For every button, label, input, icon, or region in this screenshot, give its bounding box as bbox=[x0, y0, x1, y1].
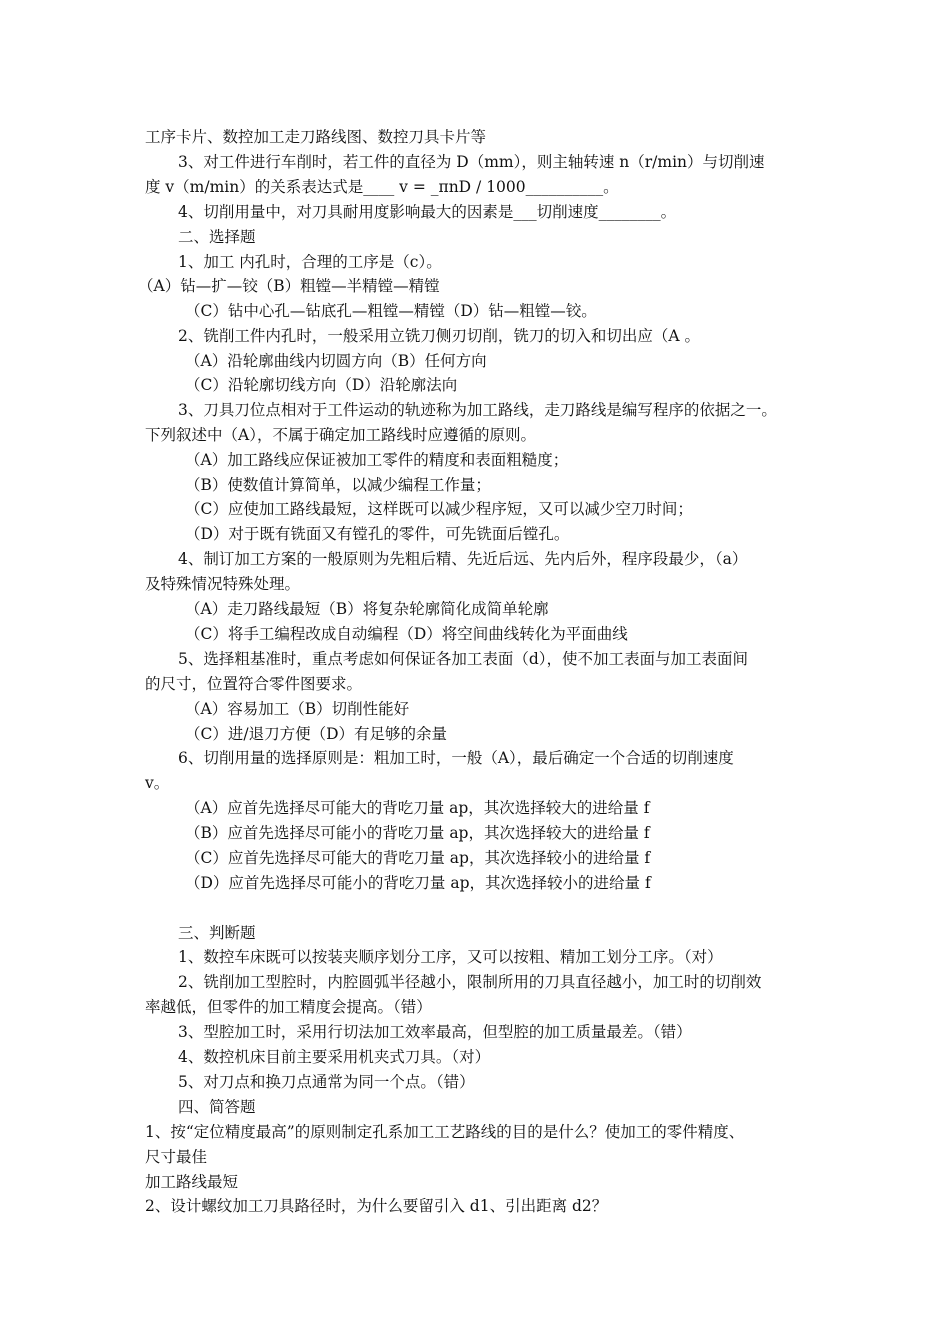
text-line: 及特殊情况特殊处理。 bbox=[145, 575, 301, 593]
option-line: （B）应首先选择尽可能小的背吃刀量 ap，其次选择较大的进给量 f bbox=[185, 824, 650, 842]
question: 5、对刀点和换刀点通常为同一个点。（错） bbox=[178, 1073, 475, 1091]
text-line: 的尺寸，位置符合零件图要求。 bbox=[145, 675, 363, 693]
option-line: （C）应使加工路线最短，这样既可以减少程序短，又可以减少空刀时间； bbox=[185, 500, 693, 518]
section-heading: 四、简答题 bbox=[178, 1098, 256, 1116]
option-line: （C）钻中心孔—钻底孔—粗镗—精镗（D）钻—粗镗—铰。 bbox=[185, 302, 597, 320]
question: 3、型腔加工时，采用行切法加工效率最高，但型腔的加工质量最差。（错） bbox=[178, 1023, 692, 1041]
question: 5、选择粗基准时，重点考虑如何保证各加工表面（d），使不加工表面与加工表面间 bbox=[178, 650, 749, 668]
text-line: 率越低，但零件的加工精度会提高。（错） bbox=[145, 998, 432, 1016]
option-line: （C）将手工编程改成自动编程（D）将空间曲线转化为平面曲线 bbox=[185, 625, 628, 643]
question: 2、铣削工件内孔时，一般采用立铣刀侧刃切削，铣刀的切入和切出应（A 。 bbox=[178, 327, 700, 345]
text-line: v。 bbox=[145, 774, 170, 792]
option-line: （C）应首先选择尽可能大的背吃刀量 ap，其次选择较小的进给量 f bbox=[185, 849, 651, 867]
text-line: 尺寸最佳 bbox=[145, 1148, 208, 1166]
text-line: 度 v（m/min）的关系表达式是____ v = _πnD / 1000__________。 bbox=[145, 178, 619, 196]
option-line: （D）应首先选择尽可能小的背吃刀量 ap，其次选择较小的进给量 f bbox=[185, 874, 651, 892]
question: 1、按“定位精度最高”的原则制定孔系加工工艺路线的目的是什么？使加工的零件精度、 bbox=[145, 1123, 745, 1141]
option-line: （A）走刀路线最短（B）将复杂轮廓简化成简单轮廓 bbox=[185, 600, 549, 618]
question: 1、数控车床既可以按装夹顺序划分工序，又可以按粗、精加工划分工序。（对） bbox=[178, 948, 723, 966]
option-line: （A）沿轮廓曲线内切圆方向（B）任何方向 bbox=[185, 352, 487, 370]
question: 4、数控机床目前主要采用机夹式刀具。（对） bbox=[178, 1048, 491, 1066]
option-line: （A）容易加工（B）切削性能好 bbox=[185, 700, 410, 718]
text-line: 工序卡片、数控加工走刀路线图、数控刀具卡片等 bbox=[145, 128, 487, 146]
option-line: （B）使数值计算简单，以减少编程工作量； bbox=[185, 476, 491, 494]
section-heading: 三、判断题 bbox=[178, 924, 256, 942]
question: 4、制订加工方案的一般原则为先粗后精、先近后远、先内后外，程序段最少，（a） bbox=[178, 550, 748, 568]
option-line: （A）钻—扩—铰（B）粗镗—半精镗—精镗 bbox=[138, 277, 440, 295]
question: 2、设计螺纹加工刀具路径时，为什么要留引入 d1、引出距离 d2？ bbox=[145, 1197, 608, 1215]
question: 1、加工 内孔时，合理的工序是（c）。 bbox=[178, 253, 442, 271]
option-line: （C）进/退刀方便（D）有足够的余量 bbox=[185, 725, 448, 743]
option-line: （C）沿轮廓切线方向（D）沿轮廓法向 bbox=[185, 376, 458, 394]
text-line: 下列叙述中（A），不属于确定加工路线时应遵循的原则。 bbox=[145, 426, 536, 444]
text-line: 3、对工件进行车削时，若工件的直径为 D（mm），则主轴转速 n（r/min）与切削速 bbox=[178, 153, 765, 171]
section-heading: 二、选择题 bbox=[178, 228, 256, 246]
question: 3、刀具刀位点相对于工件运动的轨迹称为加工路线，走刀路线是编写程序的依据之一。 bbox=[178, 401, 777, 419]
text-line: 加工路线最短 bbox=[145, 1173, 239, 1191]
question: 6、切削用量的选择原则是：粗加工时，一般（A），最后确定一个合适的切削速度 bbox=[178, 749, 734, 767]
option-line: （D）对于既有铣面又有镗孔的零件，可先铣面后镗孔。 bbox=[185, 525, 570, 543]
question: 2、铣削加工型腔时，内腔圆弧半径越小，限制所用的刀具直径越小，加工时的切削效 bbox=[178, 973, 762, 991]
option-line: （A）加工路线应保证被加工零件的精度和表面粗糙度； bbox=[185, 451, 569, 469]
text-line: 4、切削用量中，对刀具耐用度影响最大的因素是___切削速度________。 bbox=[178, 203, 677, 221]
option-line: （A）应首先选择尽可能大的背吃刀量 ap，其次选择较大的进给量 f bbox=[185, 799, 650, 817]
